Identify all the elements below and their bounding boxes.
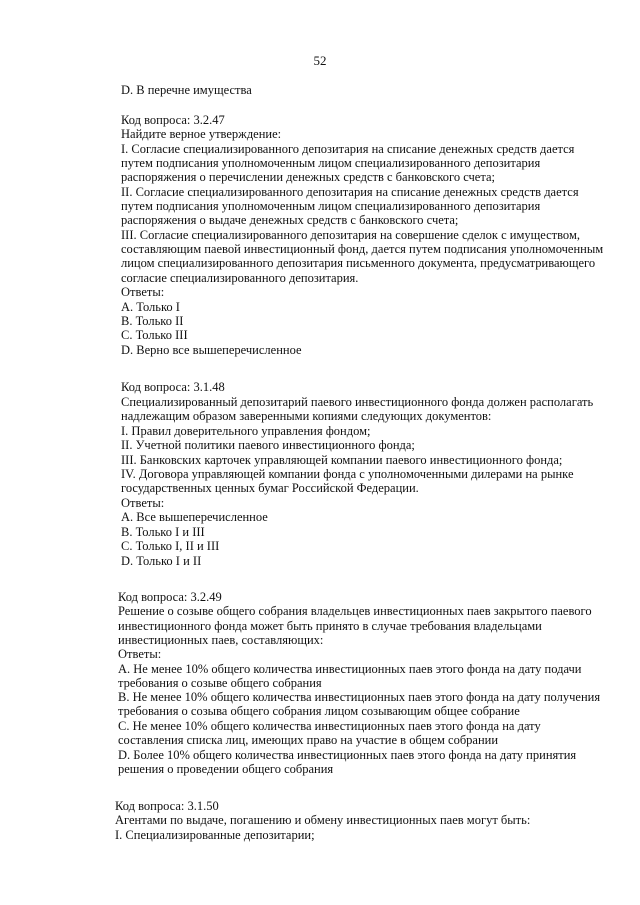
text-line: D. В перечне имущества <box>121 83 252 97</box>
text-line: распоряжения о перечислении денежных средств с банковского счета; <box>121 170 495 184</box>
text-line: C. Только I, II и III <box>121 539 220 553</box>
text-line: I. Согласие специализированного депозитария на списание денежных средств дается <box>121 142 575 156</box>
text-line: I. Специализированные депозитарии; <box>115 828 315 842</box>
text-line: Код вопроса: 3.1.50 <box>115 799 219 813</box>
text-line: III. Банковских карточек управляющей компании паевого инвестиционного фонда; <box>121 453 563 467</box>
text-line: B. Только II <box>121 314 184 328</box>
text-line: путем подписания уполномоченным лицом специализированного депозитария <box>121 199 541 213</box>
text-line: Решение о созыве общего собрания владельцев инвестиционных паев закрытого паевого <box>118 604 592 618</box>
text-line: C. Не менее 10% общего количества инвестиционных паев этого фонда на дату <box>118 719 541 733</box>
text-line: надлежащим образом заверенными копиями следующих документов: <box>121 409 492 423</box>
text-line: Ответы: <box>118 647 162 661</box>
text-line: лицом специализированного депозитария письменного документа, предусматривающего <box>121 256 596 270</box>
text-line: требования о созыве общего собрания <box>118 676 322 690</box>
text-line: составления списка лиц, имеющих право на участие в общем собрании <box>118 733 499 747</box>
text-line: III. Согласие специализированного депозитария на совершение сделок с имуществом, <box>121 228 580 242</box>
text-line: I. Правил доверительного управления фондом; <box>121 424 371 438</box>
text-line: D. Более 10% общего количества инвестиционных паев этого фонда на дату принятия <box>118 748 577 762</box>
text-line: II. Учетной политики паевого инвестиционного фонда; <box>121 438 415 452</box>
page-number: 52 <box>313 53 327 68</box>
text-line: Код вопроса: 3.2.47 <box>121 113 225 127</box>
text-line: решения о проведении общего собрания <box>118 762 334 776</box>
text-line: требования о созыва общего собрания лицом созывающим общее собрание <box>118 704 520 718</box>
text-line: распоряжения о выдаче денежных средств с банковского счета; <box>121 213 459 227</box>
text-line: B. Только I и III <box>121 525 205 539</box>
text-line: Ответы: <box>121 285 165 299</box>
text-line: Специализированный депозитарий паевого инвестиционного фонда должен располагать <box>121 395 594 409</box>
text-line: государственных ценных бумаг Российской Федерации. <box>121 481 419 495</box>
text-line: D. Только I и II <box>121 554 202 568</box>
text-line: II. Согласие специализированного депозитария на списание денежных средств дается <box>121 185 579 199</box>
text-line: Ответы: <box>121 496 165 510</box>
text-line: Найдите верное утверждение: <box>121 127 282 141</box>
text-line: составляющим паевой инвестиционный фонд, дается путем подписания уполномоченным <box>121 242 604 256</box>
text-line: Код вопроса: 3.1.48 <box>121 380 225 394</box>
text-line: инвестиционных паев, составляющих: <box>118 633 324 647</box>
text-line: A. Только I <box>121 300 180 314</box>
text-line: B. Не менее 10% общего количества инвестиционных паев этого фонда на дату получения <box>118 690 601 704</box>
text-line: Агентами по выдаче, погашению и обмену инвестиционных паев могут быть: <box>115 813 531 827</box>
text-line: A. Все вышеперечисленное <box>121 510 268 524</box>
text-line: инвестиционного фонда может быть принято в случае требования владельцами <box>118 619 542 633</box>
text-line: IV. Договора управляющей компании фонда с уполномоченными дилерами на рынке <box>121 467 574 481</box>
text-line: D. Верно все вышеперечисленное <box>121 343 302 357</box>
text-line: C. Только III <box>121 328 188 342</box>
text-line: согласие специализированного депозитария. <box>121 271 359 285</box>
text-line: путем подписания уполномоченным лицом специализированного депозитария <box>121 156 541 170</box>
text-line: A. Не менее 10% общего количества инвестиционных паев этого фонда на дату подачи <box>118 662 582 676</box>
text-line: Код вопроса: 3.2.49 <box>118 590 222 604</box>
